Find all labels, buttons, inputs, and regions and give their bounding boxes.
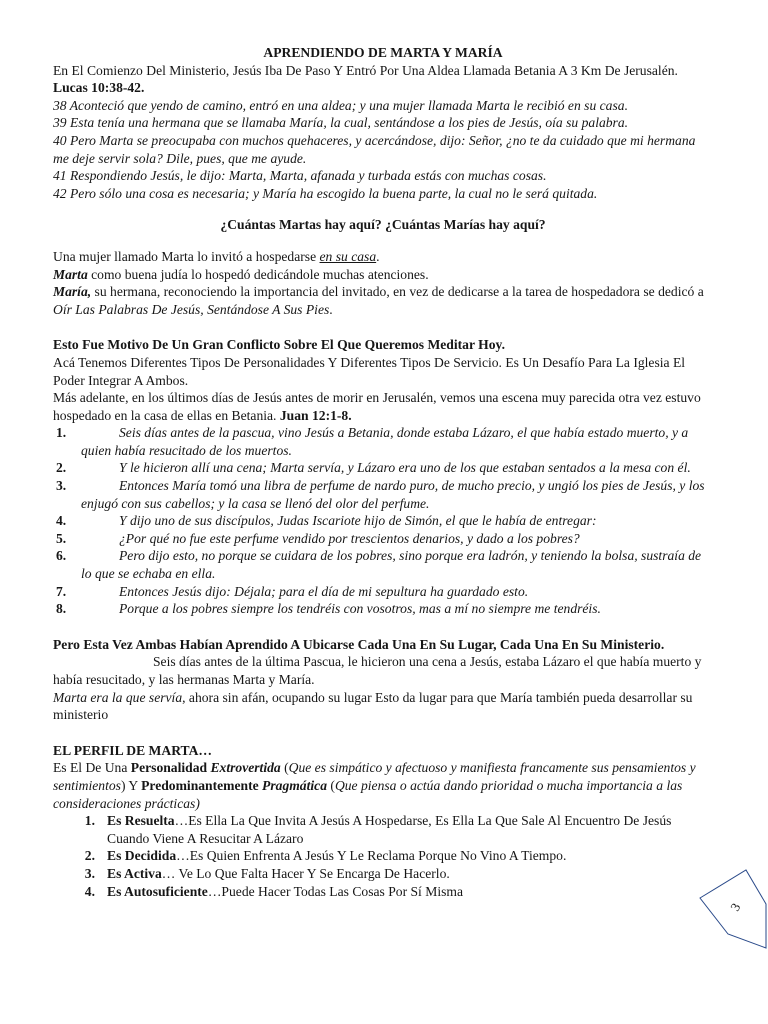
page-title: APRENDIENDO DE MARTA Y MARÍA	[263, 45, 503, 60]
bold-text: Personalidad	[130, 760, 211, 776]
perfil-list	[53, 812, 713, 900]
luke-verses	[53, 97, 713, 203]
text: ) Y	[120, 777, 142, 793]
para1-line1	[53, 248, 713, 266]
verse-number: 2.	[56, 460, 67, 476]
item-description: …Puede Hacer Todas Las Cosas Por Sí Misma	[207, 883, 463, 899]
para3	[53, 636, 713, 689]
verse-text: Y dijo uno de sus discípulos, Judas Iscariote hijo de Simón, el que le había de entregar:	[119, 513, 597, 529]
intro-reference: Lucas 10:38-42.	[53, 80, 145, 96]
verse-text: Y le hicieron allí una cena; Marta servía, y Lázaro era uno de los que estaban sentados a la mesa con él.	[119, 460, 691, 476]
text: Más adelante, en los últimos días de Jesús antes de morir en Jerusalén, vemos una escena muy parecida otra vez estuvo hospedado en la casa de ellas en Betania.	[53, 390, 701, 423]
italic-text: Marta era la que servía	[53, 689, 183, 705]
item-text	[107, 847, 713, 865]
john-verses-list	[53, 424, 713, 618]
verse-number: 7.	[56, 583, 67, 599]
text: Es El De Una	[53, 760, 131, 776]
italic-text: Que es simpático y afectuoso y manifiesta francamente sus pensamientos y sentimientos	[53, 760, 696, 793]
italic-text: Que piensa o actúa dando prioridad o mucha importancia a las consideraciones prácticas)	[53, 777, 683, 811]
numbered-verse	[53, 530, 713, 548]
item-text	[107, 883, 713, 901]
underlined-text: en su casa	[319, 248, 377, 264]
verse: 38 Aconteció que yendo de camino, entró en una aldea; y una mujer llamada Marta le recibió en su casa.	[53, 97, 628, 113]
verse-text: Seis días antes de la pascua, vino Jesús a Betania, donde estaba Lázaro, el que había estado muerto, y a quien había resucitado de los muertos.	[81, 425, 689, 458]
bold-italic-text: Pragmática	[262, 777, 327, 793]
verse-number: 6.	[56, 548, 67, 564]
numbered-verse	[53, 583, 713, 601]
item-number: 2.	[84, 848, 95, 864]
intro-paragraph	[53, 62, 713, 97]
verse: 39 Esta tenía una hermana que se llamaba María, la cual, sentándose a los pies de Jesús, oía su palabra.	[53, 115, 629, 131]
perfil-heading: EL PERFIL DE MARTA…	[53, 742, 213, 758]
bold-text: Predominantemente	[141, 777, 263, 793]
verse-number: 4.	[56, 513, 67, 529]
item-text	[107, 865, 713, 883]
item-label: Es Activa	[107, 865, 162, 881]
text: como buena judía lo hospedó dedicándole muchas atenciones.	[87, 266, 429, 282]
page-tag-number: 3	[727, 900, 744, 914]
maria-name: María,	[53, 284, 92, 300]
verse: 40 Pero Marta se preocupaba con muchos quehaceres, y acercándose, dijo: Señor, ¿no te da cuidado que mi hermana me deje servir sola? Dile, pues, que me ayude.	[53, 132, 696, 166]
perfil-item	[53, 847, 713, 865]
item-number: 3.	[84, 865, 95, 881]
numbered-verse	[53, 512, 713, 530]
text: (	[327, 777, 335, 793]
para2-text1: Acá Tenemos Diferentes Tipos De Personalidades Y Diferentes Tipos De Servicio. Es Un Desafío Para La Iglesia El Poder Integrar A Ambos.	[53, 354, 686, 388]
verse: 42 Pero sólo una cosa es necesaria; y María ha escogido la buena parte, la cual no le será quitada.	[53, 185, 598, 201]
item-description: …Es Ella La Que Invita A Jesús A Hospedarse, Es Ella La Que Sale Al Encuentro De Jesús Cuando Viene A Resucitar A Lázaro	[107, 813, 672, 846]
para1-marta	[53, 266, 713, 284]
text: su hermana, reconociendo la importancia del invitado, en vez de dedicarse a la tarea de hospedadora se dedicó a	[91, 284, 704, 300]
text: , ahora sin afán, ocupando su lugar Esto da lugar para que María también pueda desarrollar su ministerio	[53, 689, 693, 723]
verse-text: Entonces Jesús dijo: Déjala; para el día de mi sepultura ha guardado esto.	[119, 583, 529, 599]
text: .	[376, 248, 380, 264]
para1-maria	[53, 283, 713, 318]
section-heading: Esto Fue Motivo De Un Gran Conflicto Sobre El Que Queremos Meditar Hoy.	[53, 337, 505, 353]
verse-number: 5.	[56, 530, 67, 546]
perfil-item	[53, 865, 713, 883]
verse-text: Pero dijo esto, no porque se cuidara de los pobres, sino porque era ladrón, y teniendo la bolsa, sustraía de lo que se echaba en ella.	[81, 548, 702, 582]
numbered-verse	[53, 459, 713, 477]
para2-text2	[53, 389, 713, 424]
text: Seis días antes de la última Pascua, le hicieron una cena a Jesús, estaba Lázaro el que había muerto y había resucitado, y las hermanas Marta y María.	[53, 654, 702, 687]
verse-number: 1.	[56, 425, 67, 441]
bold-italic-text: Extrovertida	[210, 760, 281, 776]
john-reference: Juan 12:1-8.	[279, 407, 352, 423]
question-heading: ¿Cuántas Martas hay aquí? ¿Cuántas Marías hay aquí?	[220, 217, 546, 233]
perfil-item	[53, 812, 713, 847]
item-number: 4.	[84, 883, 95, 899]
item-label: Es Decidida	[107, 848, 177, 864]
section-heading: Pero Esta Vez Ambas Habían Aprendido A Ubicarse Cada Una En Su Lugar, Cada Una En Su Ministerio.	[53, 636, 665, 652]
perfil-item	[53, 883, 713, 901]
verse-text: Porque a los pobres siempre los tendréis con vosotros, mas a mí no siempre me tendréis.	[119, 601, 601, 617]
italic-text: Oír Las Palabras De Jesús, Sentándose A Sus Pies	[53, 301, 330, 317]
page-tag	[696, 868, 768, 950]
numbered-verse	[53, 600, 713, 618]
item-label: Es Resuelta	[107, 813, 175, 829]
marta-name: Marta	[53, 266, 88, 282]
para3-second	[53, 689, 713, 724]
text: (	[280, 760, 289, 776]
verse: 41 Respondiendo Jesús, le dijo: Marta, Marta, afanada y turbada estás con muchas cosas.	[53, 168, 547, 184]
verse-text: ¿Por qué no fue este perfume vendido por trescientos denarios, y dado a los pobres?	[119, 530, 580, 546]
intro-text: En El Comienzo Del Ministerio, Jesús Iba De Paso Y Entró Por Una Aldea Llamada Betania A 3 Km De Jerusalén.	[53, 62, 678, 78]
numbered-verse	[53, 477, 713, 512]
verse-number: 8.	[56, 601, 67, 617]
item-label: Es Autosuficiente	[107, 883, 208, 899]
item-description: … Ve Lo Que Falta Hacer Y Se Encarga De Hacerlo.	[161, 865, 450, 881]
text: .	[329, 301, 333, 317]
numbered-verse	[53, 547, 713, 582]
text: Una mujer llamado Marta lo invitó a hospedarse	[53, 248, 320, 264]
numbered-verse	[53, 424, 713, 459]
perfil-paragraph	[53, 759, 713, 812]
item-number: 1.	[84, 813, 95, 829]
item-description: …Es Quien Enfrenta A Jesús Y Le Reclama Porque No Vino A Tiempo.	[176, 848, 567, 864]
document-page	[53, 44, 713, 900]
verse-number: 3.	[56, 478, 67, 494]
verse-text: Entonces María tomó una libra de perfume de nardo puro, de mucho precio, y ungió los pies de Jesús, y los enjugó con sus cabellos; y la casa se llenó del olor del perfume.	[81, 478, 705, 511]
item-text	[107, 812, 713, 847]
